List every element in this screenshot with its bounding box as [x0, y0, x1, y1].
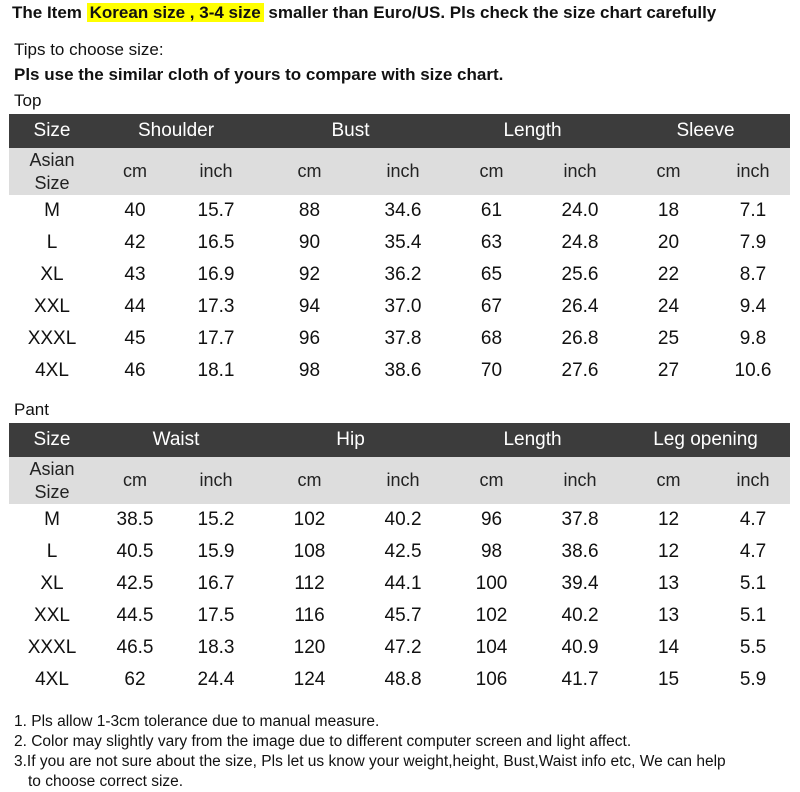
top-value-cell: 37.0 — [384, 296, 422, 317]
pant-value-cell: 15.2 — [197, 509, 235, 530]
top-value-cell: 9.4 — [739, 296, 767, 317]
pant-value-cell: 5.1 — [739, 605, 767, 626]
pant-value-cell: 13 — [657, 605, 680, 626]
top-value-cell: 67 — [480, 296, 503, 317]
top-value-cell: 45 — [124, 328, 146, 349]
top-value-cell: 17.7 — [197, 328, 235, 349]
note-3: 3.If you are not sure about the size, Pls let us know your weight,height, Bust,Waist info etc, We can help — [14, 753, 726, 770]
top-size-header: Size — [9, 114, 95, 148]
pant-group-header: Waist — [95, 423, 257, 457]
top-value-cell: 42 — [124, 232, 146, 253]
top-unit-label: cm — [257, 148, 362, 195]
pant-value-cell: 46.5 — [116, 637, 154, 658]
note-1: 1. Pls allow 1-3cm tolerance due to manual measure. — [14, 713, 380, 730]
pant-value-cell: 45.7 — [384, 605, 422, 626]
top-value-cell: 92 — [298, 264, 321, 285]
pant-value-cell: 100 — [475, 573, 508, 594]
pant-unit-label: cm — [95, 457, 175, 504]
pant-unit-label: cm — [257, 457, 362, 504]
pant-value-cell: 40.2 — [561, 605, 599, 626]
top-value-cell: 18 — [657, 200, 680, 221]
pant-unit-label: cm — [444, 457, 539, 504]
top-size-cell: XL — [40, 264, 64, 285]
pant-value-cell: 44.1 — [384, 573, 422, 594]
pant-unit-label: inch — [716, 457, 790, 504]
pant-size-table — [9, 423, 790, 696]
top-value-cell: 90 — [298, 232, 321, 253]
top-unit-label: cm — [444, 148, 539, 195]
pant-value-cell: 4.7 — [739, 509, 767, 530]
top-value-cell: 24 — [657, 296, 680, 317]
top-size-cell: M — [44, 200, 60, 221]
notes — [14, 712, 794, 792]
top-value-cell: 34.6 — [384, 200, 422, 221]
top-unit-label: inch — [539, 148, 621, 195]
pant-section-label: Pant — [14, 400, 49, 419]
pant-value-cell: 12 — [657, 541, 680, 562]
top-size-table — [9, 114, 790, 387]
pant-value-cell: 38.6 — [561, 541, 599, 562]
pant-size-cell: XL — [40, 573, 64, 594]
top-value-cell: 7.1 — [739, 200, 767, 221]
top-group-header: Bust — [257, 114, 444, 148]
top-size-cell: XXXL — [27, 328, 77, 349]
top-value-cell: 43 — [124, 264, 146, 285]
top-value-cell: 96 — [298, 328, 321, 349]
top-value-cell: 35.4 — [384, 232, 422, 253]
pant-value-cell: 102 — [475, 605, 508, 626]
top-group-header: Shoulder — [95, 114, 257, 148]
pant-value-cell: 4.7 — [739, 541, 767, 562]
top-value-cell: 61 — [480, 200, 503, 221]
asian-label-line1: Asian — [29, 458, 75, 479]
top-value-cell: 25.6 — [561, 264, 599, 285]
top-value-cell: 20 — [657, 232, 680, 253]
top-value-cell: 10.6 — [734, 360, 772, 381]
top-value-cell: 7.9 — [739, 232, 767, 253]
top-value-cell: 63 — [480, 232, 503, 253]
pant-value-cell: 40.9 — [561, 637, 599, 658]
asian-label-line2: Size — [34, 172, 70, 193]
pant-group-header: Length — [444, 423, 621, 457]
note-3-continued: to choose correct size. — [28, 773, 184, 790]
top-value-cell: 46 — [124, 360, 146, 381]
top-value-cell: 26.8 — [561, 328, 599, 349]
top-value-cell: 37.8 — [384, 328, 422, 349]
top-value-cell: 24.8 — [561, 232, 599, 253]
pant-value-cell: 44.5 — [116, 605, 154, 626]
top-value-cell: 9.8 — [739, 328, 767, 349]
top-value-cell: 36.2 — [384, 264, 422, 285]
pant-value-cell: 104 — [475, 637, 508, 658]
pant-value-cell: 116 — [294, 605, 325, 626]
pant-size-cell: XXXL — [27, 637, 77, 658]
pant-table-row — [9, 568, 790, 600]
pant-unit-row — [9, 457, 790, 504]
pant-table-row — [9, 632, 790, 664]
top-value-cell: 17.3 — [197, 296, 235, 317]
note-2: 2. Color may slightly vary from the image due to different computer screen and light affect. — [14, 733, 632, 750]
pant-value-cell: 108 — [293, 541, 326, 562]
pant-value-cell: 37.8 — [561, 509, 599, 530]
top-table-row — [9, 291, 790, 323]
asian-label-line2: Size — [34, 481, 70, 502]
headline-highlight: Korean size , 3-4 size — [87, 3, 264, 22]
top-value-cell: 88 — [298, 200, 321, 221]
pant-size-header: Size — [9, 423, 95, 457]
pant-value-cell: 39.4 — [561, 573, 599, 594]
pant-value-cell: 42.5 — [384, 541, 422, 562]
top-value-cell: 98 — [298, 360, 321, 381]
top-value-cell: 16.9 — [197, 264, 235, 285]
pant-value-cell: 15.9 — [197, 541, 235, 562]
pant-size-cell: M — [44, 509, 60, 530]
top-unit-label: inch — [362, 148, 444, 195]
top-table-row — [9, 323, 790, 355]
top-value-cell: 44 — [124, 296, 146, 317]
top-value-cell: 40 — [124, 200, 146, 221]
pant-group-header: Hip — [257, 423, 444, 457]
top-group-header: Sleeve — [621, 114, 790, 148]
top-value-cell: 68 — [480, 328, 503, 349]
pant-value-cell: 124 — [293, 669, 326, 690]
pant-value-cell: 120 — [293, 637, 326, 658]
top-value-cell: 70 — [480, 360, 503, 381]
pant-value-cell: 17.5 — [197, 605, 235, 626]
pant-value-cell: 5.1 — [739, 573, 767, 594]
pant-header-row — [9, 423, 790, 457]
pant-value-cell: 24.4 — [197, 669, 235, 690]
top-value-cell: 15.7 — [197, 200, 235, 221]
top-unit-label: inch — [716, 148, 790, 195]
pant-table-row — [9, 536, 790, 568]
pant-table-row — [9, 504, 790, 536]
top-table-row — [9, 259, 790, 291]
top-value-cell: 24.0 — [561, 200, 599, 221]
top-unit-label: inch — [175, 148, 257, 195]
pant-value-cell: 48.8 — [384, 669, 422, 690]
pant-value-cell: 40.2 — [384, 509, 422, 530]
top-value-cell: 25 — [657, 328, 680, 349]
pant-value-cell: 96 — [480, 509, 503, 530]
pant-size-cell: 4XL — [35, 669, 69, 690]
pant-unit-label: inch — [362, 457, 444, 504]
top-size-cell: 4XL — [35, 360, 69, 381]
top-value-cell: 27.6 — [561, 360, 599, 381]
pant-value-cell: 18.3 — [197, 637, 235, 658]
pant-value-cell: 41.7 — [561, 669, 599, 690]
pant-value-cell: 14 — [657, 637, 680, 658]
top-unit-label: cm — [621, 148, 716, 195]
tips-instruction: Pls use the similar cloth of yours to compare with size chart. — [14, 65, 504, 84]
top-size-cell: XXL — [34, 296, 70, 317]
pant-value-cell: 47.2 — [384, 637, 422, 658]
pant-value-cell: 5.9 — [739, 669, 767, 690]
top-unit-label: cm — [95, 148, 175, 195]
pant-size-cell: XXL — [34, 605, 70, 626]
headline-prefix: The Item — [12, 3, 82, 22]
pant-value-cell: 40.5 — [116, 541, 154, 562]
tips-title: Tips to choose size: — [14, 40, 164, 59]
headline — [12, 3, 716, 23]
pant-unit-label: inch — [539, 457, 621, 504]
pant-value-cell: 42.5 — [116, 573, 154, 594]
pant-value-cell: 13 — [657, 573, 680, 594]
pant-value-cell: 112 — [294, 573, 325, 594]
pant-value-cell: 102 — [293, 509, 326, 530]
pant-value-cell: 5.5 — [739, 637, 767, 658]
top-group-header: Length — [444, 114, 621, 148]
pant-table-row — [9, 600, 790, 632]
pant-value-cell: 12 — [657, 509, 680, 530]
top-value-cell: 8.7 — [739, 264, 767, 285]
top-value-cell: 22 — [657, 264, 680, 285]
top-table-row — [9, 355, 790, 387]
headline-suffix: smaller than Euro/US. Pls check the size chart carefully — [268, 3, 717, 22]
asian-label-line1: Asian — [29, 149, 75, 170]
top-value-cell: 38.6 — [384, 360, 422, 381]
top-header-row — [9, 114, 790, 148]
pant-value-cell: 106 — [475, 669, 508, 690]
top-value-cell: 18.1 — [197, 360, 235, 381]
pant-size-cell: L — [46, 541, 58, 562]
pant-value-cell: 62 — [124, 669, 146, 690]
top-table-row — [9, 195, 790, 227]
top-value-cell: 27 — [657, 360, 680, 381]
pant-group-header: Leg opening — [621, 423, 790, 457]
top-asian-size-label — [9, 148, 95, 195]
pant-value-cell: 16.7 — [197, 573, 235, 594]
pant-value-cell: 98 — [480, 541, 503, 562]
pant-value-cell: 15 — [657, 669, 680, 690]
top-table-row — [9, 227, 790, 259]
pant-unit-label: cm — [621, 457, 716, 504]
pant-table-row — [9, 664, 790, 696]
top-value-cell: 16.5 — [197, 232, 235, 253]
top-value-cell: 94 — [298, 296, 321, 317]
top-unit-row — [9, 148, 790, 195]
pant-value-cell: 38.5 — [116, 509, 154, 530]
top-value-cell: 26.4 — [561, 296, 599, 317]
top-size-cell: L — [46, 232, 58, 253]
pant-asian-size-label — [9, 457, 95, 504]
top-value-cell: 65 — [480, 264, 503, 285]
pant-unit-label: inch — [175, 457, 257, 504]
top-section-label: Top — [14, 91, 42, 110]
